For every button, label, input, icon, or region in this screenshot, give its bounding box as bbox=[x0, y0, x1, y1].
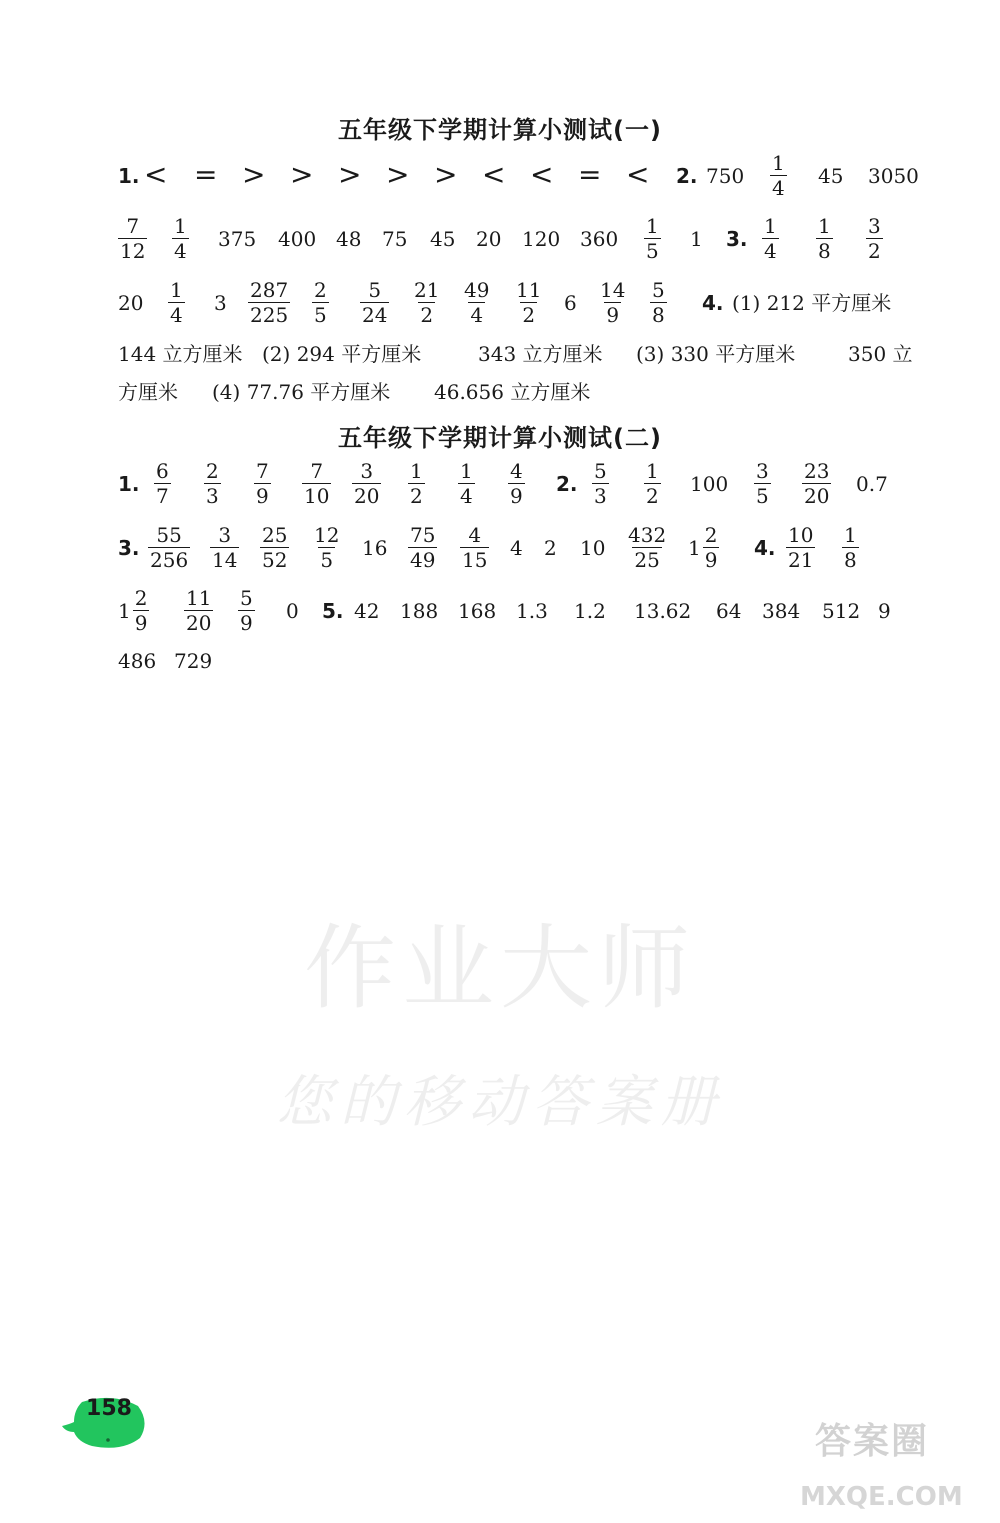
section1-title: 五年级下学期计算小测试(一) bbox=[338, 116, 662, 144]
mixed-number: 1 $\frac{2}{9}$ bbox=[118, 586, 148, 635]
fraction: $\frac{11}{2}$ bbox=[516, 278, 542, 327]
corner-site: MXQE.COM bbox=[800, 1482, 963, 1512]
fraction: $\frac{7}{10}$ bbox=[304, 459, 330, 508]
answer: 方厘米 bbox=[118, 380, 178, 404]
answer: 512 bbox=[822, 599, 861, 623]
answer: (3) 330 平方厘米 bbox=[636, 342, 796, 366]
fraction: $\frac{6}{7}$ bbox=[156, 459, 169, 508]
answer: 400 bbox=[278, 227, 317, 251]
compare-symbol: > bbox=[434, 158, 458, 191]
answer: 9 bbox=[878, 599, 891, 623]
answer: 188 bbox=[400, 599, 439, 623]
fraction: $\frac{3}{14}$ bbox=[212, 523, 238, 572]
fraction: $\frac{5}{3}$ bbox=[594, 459, 607, 508]
fraction: $\frac{5}{9}$ bbox=[240, 586, 253, 635]
q3-label: 3. bbox=[118, 536, 140, 560]
fraction: $\frac{55}{256}$ bbox=[150, 523, 189, 572]
page-number: 158 bbox=[86, 1396, 132, 1421]
q1-label: 1. bbox=[118, 472, 140, 496]
q5-label: 5. bbox=[322, 599, 344, 623]
fraction: $\frac{1}{2}$ bbox=[646, 459, 659, 508]
answer: 168 bbox=[458, 599, 497, 623]
fraction: $\frac{2}{3}$ bbox=[206, 459, 219, 508]
answer: 360 bbox=[580, 227, 619, 251]
answer: 486 bbox=[118, 649, 157, 673]
fraction: $\frac{23}{20}$ bbox=[804, 459, 830, 508]
fraction: $\frac{3}{2}$ bbox=[868, 214, 881, 263]
fraction: $\frac{5}{8}$ bbox=[652, 278, 665, 327]
answer: 3 bbox=[214, 291, 227, 315]
fraction: $\frac{25}{52}$ bbox=[262, 523, 288, 572]
fraction: $\frac{1}{4}$ bbox=[772, 151, 785, 200]
fraction: $\frac{3}{5}$ bbox=[756, 459, 769, 508]
answer: 1.2 bbox=[574, 599, 606, 623]
answer: 6 bbox=[564, 291, 577, 315]
answer: 64 bbox=[716, 599, 742, 623]
fraction: $\frac{75}{49}$ bbox=[410, 523, 436, 572]
answer: 4 bbox=[510, 536, 523, 560]
q4-label: 4. bbox=[754, 536, 776, 560]
fraction: $\frac{11}{20}$ bbox=[186, 586, 212, 635]
answer: 3050 bbox=[868, 164, 919, 188]
compare-symbol: = bbox=[194, 158, 218, 191]
answer: 2 bbox=[544, 536, 557, 560]
compare-symbol: < bbox=[626, 158, 650, 191]
compare-symbol: < bbox=[144, 158, 168, 191]
fraction: $\frac{10}{21}$ bbox=[788, 523, 814, 572]
fraction: $\frac{1}{4}$ bbox=[460, 459, 473, 508]
q2-label: 2. bbox=[676, 164, 698, 188]
q4-label: 4. bbox=[702, 291, 724, 315]
answer: 45 bbox=[430, 227, 456, 251]
answer: 343 立方厘米 bbox=[478, 342, 603, 366]
answer: 750 bbox=[706, 164, 745, 188]
fraction: $\frac{7}{9}$ bbox=[256, 459, 269, 508]
watermark-sub: 您的移动答案册 bbox=[276, 1070, 724, 1135]
fraction: $\frac{1}{4}$ bbox=[170, 278, 183, 327]
answer: 20 bbox=[118, 291, 144, 315]
fraction: $\frac{1}{2}$ bbox=[410, 459, 423, 508]
answer: 350 立 bbox=[848, 342, 913, 366]
fraction: $\frac{1}{5}$ bbox=[646, 214, 659, 263]
fraction: $\frac{3}{20}$ bbox=[354, 459, 380, 508]
compare-symbol: > bbox=[338, 158, 362, 191]
fraction: $\frac{1}{4}$ bbox=[764, 214, 777, 263]
section2-title: 五年级下学期计算小测试(二) bbox=[338, 424, 662, 452]
compare-symbol: < bbox=[530, 158, 554, 191]
fraction: $\frac{4}{15}$ bbox=[462, 523, 488, 572]
answer: 120 bbox=[522, 227, 561, 251]
fraction: $\frac{1}{8}$ bbox=[818, 214, 831, 263]
fraction: $\frac{287}{225}$ bbox=[250, 278, 289, 327]
compare-symbol: = bbox=[578, 158, 602, 191]
answer: 144 立方厘米 bbox=[118, 342, 243, 366]
compare-symbol: > bbox=[386, 158, 410, 191]
fraction: $\frac{5}{24}$ bbox=[362, 278, 388, 327]
q1-label: 1. bbox=[118, 164, 140, 188]
answer: 100 bbox=[690, 472, 729, 496]
answer: 0 bbox=[286, 599, 299, 623]
answer: (1) 212 平方厘米 bbox=[732, 291, 892, 315]
answer: 13.62 bbox=[634, 599, 692, 623]
fraction: $\frac{1}{8}$ bbox=[844, 523, 857, 572]
answer: 0.7 bbox=[856, 472, 888, 496]
answer: 1 bbox=[690, 227, 703, 251]
answer: (2) 294 平方厘米 bbox=[262, 342, 422, 366]
compare-symbol: < bbox=[482, 158, 506, 191]
answer: 16 bbox=[362, 536, 388, 560]
answer: 1.3 bbox=[516, 599, 548, 623]
answer: 20 bbox=[476, 227, 502, 251]
fraction: $\frac{4}{9}$ bbox=[510, 459, 523, 508]
answer: 48 bbox=[336, 227, 362, 251]
mixed-number: 1 $\frac{2}{9}$ bbox=[688, 523, 718, 572]
compare-symbol: > bbox=[242, 158, 266, 191]
answer: 46.656 立方厘米 bbox=[434, 380, 591, 404]
answer: 384 bbox=[762, 599, 801, 623]
answer: 42 bbox=[354, 599, 380, 623]
fraction: $\frac{21}{2}$ bbox=[414, 278, 440, 327]
fraction: $\frac{14}{9}$ bbox=[600, 278, 626, 327]
answer: 75 bbox=[382, 227, 408, 251]
answer: 729 bbox=[174, 649, 213, 673]
fraction: $\frac{7}{12}$ bbox=[120, 214, 146, 263]
q3-label: 3. bbox=[726, 227, 748, 251]
fraction: $\frac{1}{4}$ bbox=[174, 214, 187, 263]
corner-logo: 答案圈 bbox=[815, 1421, 930, 1462]
answer: 10 bbox=[580, 536, 606, 560]
compare-symbol: > bbox=[290, 158, 314, 191]
watermark-main: 作业大师 bbox=[303, 915, 696, 1022]
fraction: $\frac{49}{4}$ bbox=[464, 278, 490, 327]
answer: 375 bbox=[218, 227, 257, 251]
fraction: $\frac{12}{5}$ bbox=[314, 523, 340, 572]
fraction: $\frac{2}{5}$ bbox=[314, 278, 327, 327]
answer: (4) 77.76 平方厘米 bbox=[212, 380, 391, 404]
q2-label: 2. bbox=[556, 472, 578, 496]
fraction: $\frac{432}{25}$ bbox=[628, 523, 667, 572]
answer: 45 bbox=[818, 164, 844, 188]
